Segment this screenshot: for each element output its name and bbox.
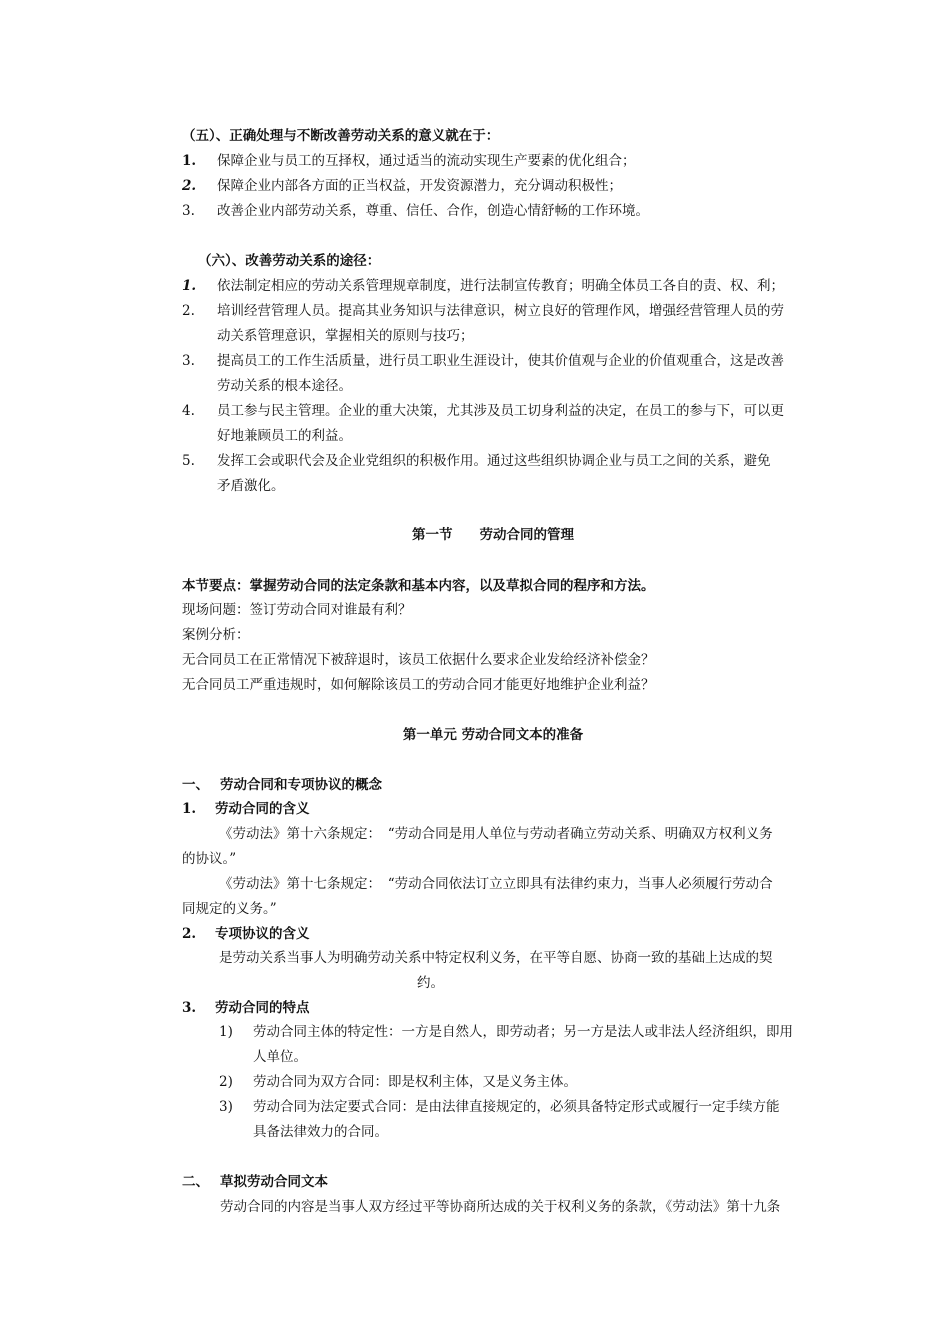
list-item: 员工参与民主管理。企业的重大决策，尤其涉及员工切身利益的决定，在员工的参与下，可以更 [217,403,784,419]
sub-heading: 劳动合同的特点 [215,1000,310,1016]
list-item: 培训经营管理人员。提高其业务知识与法律意识，树立良好的管理作风，增强经营管理人员的劳 [217,303,784,319]
sub-heading: 专项协议的含义 [215,926,310,942]
sub-number: 1. [182,801,197,817]
list-item: 提高员工的工作生活质量，进行员工职业生涯设计，使其价值观与企业的价值观重合，这是改善 [217,353,784,369]
list-number: 1. [182,153,197,169]
field-question: 现场问题：签订劳动合同对谁最有利？ [182,602,412,618]
feature-number: 3) [219,1099,233,1115]
part-heading: 劳动合同和专项协议的概念 [220,777,382,793]
list-item-continuation: 动关系管理意识，掌握相关的原则与技巧； [217,328,474,344]
key-points: 本节要点：掌握劳动合同的法定条款和基本内容，以及草拟合同的程序和方法。 [182,578,655,594]
list-number: 5. [182,453,195,469]
list-number: 3. [182,203,195,219]
feature-number: 1) [219,1024,233,1040]
article-16-text-continuation: 的协议。” [182,851,237,867]
part-number: 一、 [182,777,209,793]
feature-number: 2) [219,1074,233,1090]
list-number: 1. [182,278,197,294]
unit-title: 第一单元 劳动合同文本的准备 [402,727,584,743]
article-17-text-continuation: 同规定的义务。” [182,901,277,917]
special-agreement-text-continuation: 约。 [417,975,444,991]
list-number: 4. [182,403,195,419]
feature-item: 劳动合同为双方合同：即是权利主体，又是义务主体。 [253,1074,577,1090]
case-question: 无合同员工在正常情况下被辞退时，该员工依据什么要求企业发给经济补偿金？ [182,652,655,668]
contract-content-text: 劳动合同的内容是当事人双方经过平等协商所达成的关于权利义务的条款，《劳动法》第十九条 [220,1199,781,1215]
feature-item-continuation: 人单位。 [253,1049,307,1065]
article-17-text: 《劳动法》第十七条规定： “劳动合同依法订立立即具有法律约束力，当事人必须履行劳动合 [219,876,773,892]
list-number: 2. [182,178,197,194]
special-agreement-text: 是劳动关系当事人为明确劳动关系中特定权利义务，在平等自愿、协商一致的基础上达成的契 [219,950,773,966]
sub-number: 3. [182,1000,197,1016]
section-six-heading: （六）、改善劳动关系的途径： [198,253,381,269]
list-item: 保障企业内部各方面的正当权益，开发资源潜力，充分调动积极性； [217,178,622,194]
case-label: 案例分析： [182,627,250,643]
list-item-continuation: 好地兼顾员工的利益。 [217,428,352,444]
feature-item-continuation: 具备法律效力的合同。 [253,1124,388,1140]
section-five-heading: （五）、正确处理与不断改善劳动关系的意义就在于： [182,128,500,144]
list-item-continuation: 矛盾激化。 [217,478,285,494]
section-title: 第一节 劳动合同的管理 [412,527,574,543]
part-number: 二、 [182,1174,209,1190]
list-number: 3. [182,353,195,369]
list-number: 2. [182,303,195,319]
list-item: 依法制定相应的劳动关系管理规章制度，进行法制宣传教育；明确全体员工各自的责、权、利； [217,278,784,294]
feature-item: 劳动合同主体的特定性：一方是自然人，即劳动者；另一方是法人或非法人经济组织，即用 [253,1024,793,1040]
list-item: 改善企业内部劳动关系，尊重、信任、合作，创造心情舒畅的工作环境。 [217,203,649,219]
sub-heading: 劳动合同的含义 [215,801,310,817]
feature-item: 劳动合同为法定要式合同：是由法律直接规定的，必须具备特定形式或履行一定手续方能 [253,1099,780,1115]
sub-number: 2. [182,926,197,942]
case-question: 无合同员工严重违规时，如何解除该员工的劳动合同才能更好地维护企业利益？ [182,677,655,693]
list-item: 保障企业与员工的互择权，通过适当的流动实现生产要素的优化组合； [217,153,636,169]
list-item-continuation: 劳动关系的根本途径。 [217,378,352,394]
article-16-text: 《劳动法》第十六条规定： “劳动合同是用人单位与劳动者确立劳动关系、明确双方权利义务 [219,826,773,842]
part-heading: 草拟劳动合同文本 [220,1174,328,1190]
list-item: 发挥工会或职代会及企业党组织的积极作用。通过这些组织协调企业与员工之间的关系，避免 [217,453,771,469]
